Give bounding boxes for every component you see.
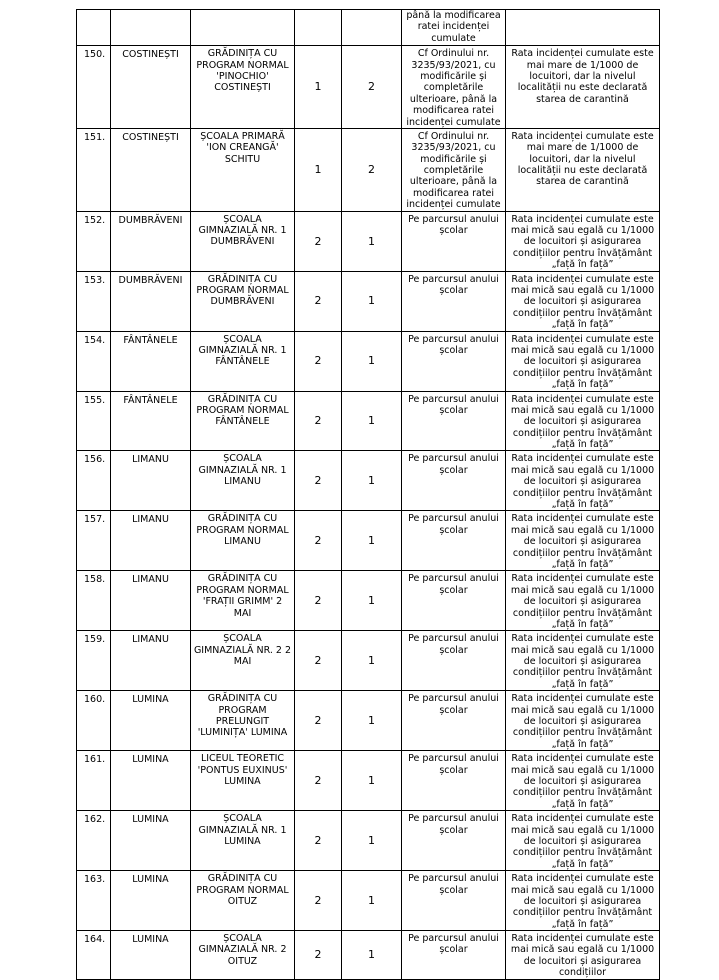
cell-col5: 1 bbox=[342, 511, 402, 571]
cell-col5: 1 bbox=[342, 271, 402, 331]
cell-unitate: GRĂDINIȚA CU PROGRAM NORMAL DUMBRĂVENI bbox=[191, 271, 295, 331]
cell-col4 bbox=[295, 10, 342, 46]
cell-interval: Pe parcursul anului școlar bbox=[402, 391, 506, 451]
cell-nr: 162. bbox=[77, 811, 111, 871]
cell-interval: Pe parcursul anului școlar bbox=[402, 631, 506, 691]
cell-unitate: ȘCOALA PRIMARĂ 'ION CREANGĂ' SCHITU bbox=[191, 128, 295, 211]
cell-col5: 1 bbox=[342, 691, 402, 751]
cell-col5: 1 bbox=[342, 931, 402, 980]
cell-localitate: LIMANU bbox=[111, 511, 191, 571]
cell-localitate: FÂNTÂNELE bbox=[111, 391, 191, 451]
cell-col4: 2 bbox=[295, 451, 342, 511]
table-row bbox=[77, 391, 660, 451]
cell-interval: până la modificarea ratei incidenței cumulate bbox=[402, 10, 506, 46]
cell-col4: 2 bbox=[295, 391, 342, 451]
cell-col4: 2 bbox=[295, 571, 342, 631]
cell-localitate: COSTINEȘTI bbox=[111, 128, 191, 211]
cell-unitate: ȘCOALA GIMNAZIALĂ NR. 1 LIMANU bbox=[191, 451, 295, 511]
table-row bbox=[77, 211, 660, 271]
table-row bbox=[77, 128, 660, 211]
cell-unitate: GRĂDINIȚA CU PROGRAM NORMAL 'FRAȚII GRIMM' 2 MAI bbox=[191, 571, 295, 631]
cell-motivare: Rata incidenței cumulate este mai mare de 1/1000 de locuitori, dar la nivelul localității nu este declarată starea de carantină bbox=[506, 128, 660, 211]
cell-interval: Cf Ordinului nr. 3235/93/2021, cu modificările și completările ulterioare, până la modificarea ratei incidenței cumulate bbox=[402, 128, 506, 211]
cell-nr: 164. bbox=[77, 931, 111, 980]
cell-nr: 155. bbox=[77, 391, 111, 451]
cell-nr: 156. bbox=[77, 451, 111, 511]
cell-unitate: GRĂDINIȚA CU PROGRAM NORMAL OITUZ bbox=[191, 871, 295, 931]
cell-unitate: GRĂDINIȚA CU PROGRAM PRELUNGIT 'LUMINIȚA' LUMINA bbox=[191, 691, 295, 751]
cell-col5 bbox=[342, 10, 402, 46]
cell-localitate: LIMANU bbox=[111, 451, 191, 511]
cell-col5: 1 bbox=[342, 331, 402, 391]
cell-nr: 152. bbox=[77, 211, 111, 271]
cell-localitate: LUMINA bbox=[111, 811, 191, 871]
cell-nr: 160. bbox=[77, 691, 111, 751]
cell-col5: 1 bbox=[342, 211, 402, 271]
cell-unitate: ȘCOALA GIMNAZIALĂ NR. 1 FÂNTÂNELE bbox=[191, 331, 295, 391]
schools-table bbox=[76, 9, 660, 980]
cell-col4: 2 bbox=[295, 511, 342, 571]
table-row bbox=[77, 271, 660, 331]
cell-localitate: LUMINA bbox=[111, 931, 191, 980]
cell-localitate: LUMINA bbox=[111, 871, 191, 931]
cell-interval: Pe parcursul anului școlar bbox=[402, 751, 506, 811]
table-row bbox=[77, 631, 660, 691]
cell-col4: 1 bbox=[295, 46, 342, 129]
cell-localitate: LIMANU bbox=[111, 571, 191, 631]
cell-col5: 1 bbox=[342, 571, 402, 631]
table-row bbox=[77, 751, 660, 811]
cell-motivare: Rata incidenței cumulate este mai mică sau egală cu 1/1000 de locuitori și asigurarea condițiilor pentru învățământ „față în față” bbox=[506, 811, 660, 871]
cell-motivare: Rata incidenței cumulate este mai mare de 1/1000 de locuitori, dar la nivelul localității nu este declarată starea de carantină bbox=[506, 46, 660, 129]
table-row bbox=[77, 811, 660, 871]
cell-localitate: COSTINEȘTI bbox=[111, 46, 191, 129]
cell-unitate: ȘCOALA GIMNAZIALĂ NR. 2 OITUZ bbox=[191, 931, 295, 980]
cell-unitate: LICEUL TEORETIC 'PONTUS EUXINUS' LUMINA bbox=[191, 751, 295, 811]
cell-motivare: Rata incidenței cumulate este mai mică sau egală cu 1/1000 de locuitori și asigurarea condițiilor pentru învățământ „față în față” bbox=[506, 391, 660, 451]
cell-nr: 153. bbox=[77, 271, 111, 331]
table-row bbox=[77, 331, 660, 391]
cell-interval: Pe parcursul anului școlar bbox=[402, 451, 506, 511]
cell-motivare: Rata incidenței cumulate este mai mică sau egală cu 1/1000 de locuitori și asigurarea condițiilor pentru învățământ „față în față” bbox=[506, 631, 660, 691]
cell-motivare: Rata incidenței cumulate este mai mică sau egală cu 1/1000 de locuitori și asigurarea condițiilor pentru învățământ „față în față” bbox=[506, 211, 660, 271]
cell-motivare: Rata incidenței cumulate este mai mică sau egală cu 1/1000 de locuitori și asigurarea condițiilor pentru învățământ „față în față” bbox=[506, 571, 660, 631]
cell-col4: 2 bbox=[295, 751, 342, 811]
cell-nr: 158. bbox=[77, 571, 111, 631]
cell-col5: 2 bbox=[342, 46, 402, 129]
table-row-continuation bbox=[77, 10, 660, 46]
cell-col5: 2 bbox=[342, 128, 402, 211]
cell-nr bbox=[77, 10, 111, 46]
cell-localitate: DUMBRĂVENI bbox=[111, 211, 191, 271]
cell-interval: Pe parcursul anului școlar bbox=[402, 511, 506, 571]
cell-nr: 150. bbox=[77, 46, 111, 129]
cell-unitate: ȘCOALA GIMNAZIALĂ NR. 1 LUMINA bbox=[191, 811, 295, 871]
cell-unitate: GRĂDINIȚA CU PROGRAM NORMAL FÂNTÂNELE bbox=[191, 391, 295, 451]
cell-col5: 1 bbox=[342, 751, 402, 811]
cell-motivare: Rata incidenței cumulate este mai mică sau egală cu 1/1000 de locuitori și asigurarea condițiilor bbox=[506, 931, 660, 980]
cell-col5: 1 bbox=[342, 451, 402, 511]
cell-interval: Pe parcursul anului școlar bbox=[402, 931, 506, 980]
cell-interval: Pe parcursul anului școlar bbox=[402, 211, 506, 271]
cell-motivare: Rata incidenței cumulate este mai mică sau egală cu 1/1000 de locuitori și asigurarea condițiilor pentru învățământ „față în față” bbox=[506, 271, 660, 331]
cell-col4: 2 bbox=[295, 331, 342, 391]
cell-interval: Pe parcursul anului școlar bbox=[402, 871, 506, 931]
cell-motivare: Rata incidenței cumulate este mai mică sau egală cu 1/1000 de locuitori și asigurarea condițiilor pentru învățământ „față în față” bbox=[506, 451, 660, 511]
cell-motivare: Rata incidenței cumulate este mai mică sau egală cu 1/1000 de locuitori și asigurarea condițiilor pentru învățământ „față în față” bbox=[506, 691, 660, 751]
cell-localitate: LUMINA bbox=[111, 751, 191, 811]
cell-col4: 2 bbox=[295, 211, 342, 271]
table-row bbox=[77, 871, 660, 931]
cell-interval: Pe parcursul anului școlar bbox=[402, 331, 506, 391]
cell-nr: 154. bbox=[77, 331, 111, 391]
cell-unitate: GRĂDINIȚA CU PROGRAM NORMAL 'PINOCHIO' COSTINEȘTI bbox=[191, 46, 295, 129]
cell-localitate: FÂNTÂNELE bbox=[111, 331, 191, 391]
cell-col5: 1 bbox=[342, 631, 402, 691]
cell-localitate bbox=[111, 10, 191, 46]
cell-col4: 2 bbox=[295, 811, 342, 871]
table-row bbox=[77, 691, 660, 751]
cell-unitate: ȘCOALA GIMNAZIALĂ NR. 2 2 MAI bbox=[191, 631, 295, 691]
table-row bbox=[77, 451, 660, 511]
table-row bbox=[77, 46, 660, 129]
table-row bbox=[77, 931, 660, 980]
cell-nr: 161. bbox=[77, 751, 111, 811]
cell-col5: 1 bbox=[342, 871, 402, 931]
cell-col4: 2 bbox=[295, 931, 342, 980]
cell-col4: 2 bbox=[295, 271, 342, 331]
cell-col4: 1 bbox=[295, 128, 342, 211]
cell-col4: 2 bbox=[295, 691, 342, 751]
cell-unitate: ȘCOALA GIMNAZIALĂ NR. 1 DUMBRĂVENI bbox=[191, 211, 295, 271]
cell-unitate bbox=[191, 10, 295, 46]
cell-nr: 159. bbox=[77, 631, 111, 691]
cell-localitate: LUMINA bbox=[111, 691, 191, 751]
cell-interval: Cf Ordinului nr. 3235/93/2021, cu modificările și completările ulterioare, până la modificarea ratei incidenței cumulate bbox=[402, 46, 506, 129]
cell-nr: 157. bbox=[77, 511, 111, 571]
cell-interval: Pe parcursul anului școlar bbox=[402, 691, 506, 751]
table-row bbox=[77, 571, 660, 631]
table-row bbox=[77, 511, 660, 571]
cell-nr: 163. bbox=[77, 871, 111, 931]
cell-interval: Pe parcursul anului școlar bbox=[402, 811, 506, 871]
cell-nr: 151. bbox=[77, 128, 111, 211]
cell-motivare: Rata incidenței cumulate este mai mică sau egală cu 1/1000 de locuitori și asigurarea condițiilor pentru învățământ „față în față” bbox=[506, 331, 660, 391]
cell-motivare: Rata incidenței cumulate este mai mică sau egală cu 1/1000 de locuitori și asigurarea condițiilor pentru învățământ „față în față” bbox=[506, 871, 660, 931]
cell-interval: Pe parcursul anului școlar bbox=[402, 271, 506, 331]
cell-col5: 1 bbox=[342, 811, 402, 871]
cell-unitate: GRĂDINIȚA CU PROGRAM NORMAL LIMANU bbox=[191, 511, 295, 571]
cell-motivare: Rata incidenței cumulate este mai mică sau egală cu 1/1000 de locuitori și asigurarea condițiilor pentru învățământ „față în față” bbox=[506, 511, 660, 571]
cell-motivare: Rata incidenței cumulate este mai mică sau egală cu 1/1000 de locuitori și asigurarea condițiilor pentru învățământ „față în față” bbox=[506, 751, 660, 811]
cell-col4: 2 bbox=[295, 871, 342, 931]
cell-col4: 2 bbox=[295, 631, 342, 691]
cell-col5: 1 bbox=[342, 391, 402, 451]
cell-localitate: LIMANU bbox=[111, 631, 191, 691]
cell-localitate: DUMBRĂVENI bbox=[111, 271, 191, 331]
cell-motivare bbox=[506, 10, 660, 46]
cell-interval: Pe parcursul anului școlar bbox=[402, 571, 506, 631]
